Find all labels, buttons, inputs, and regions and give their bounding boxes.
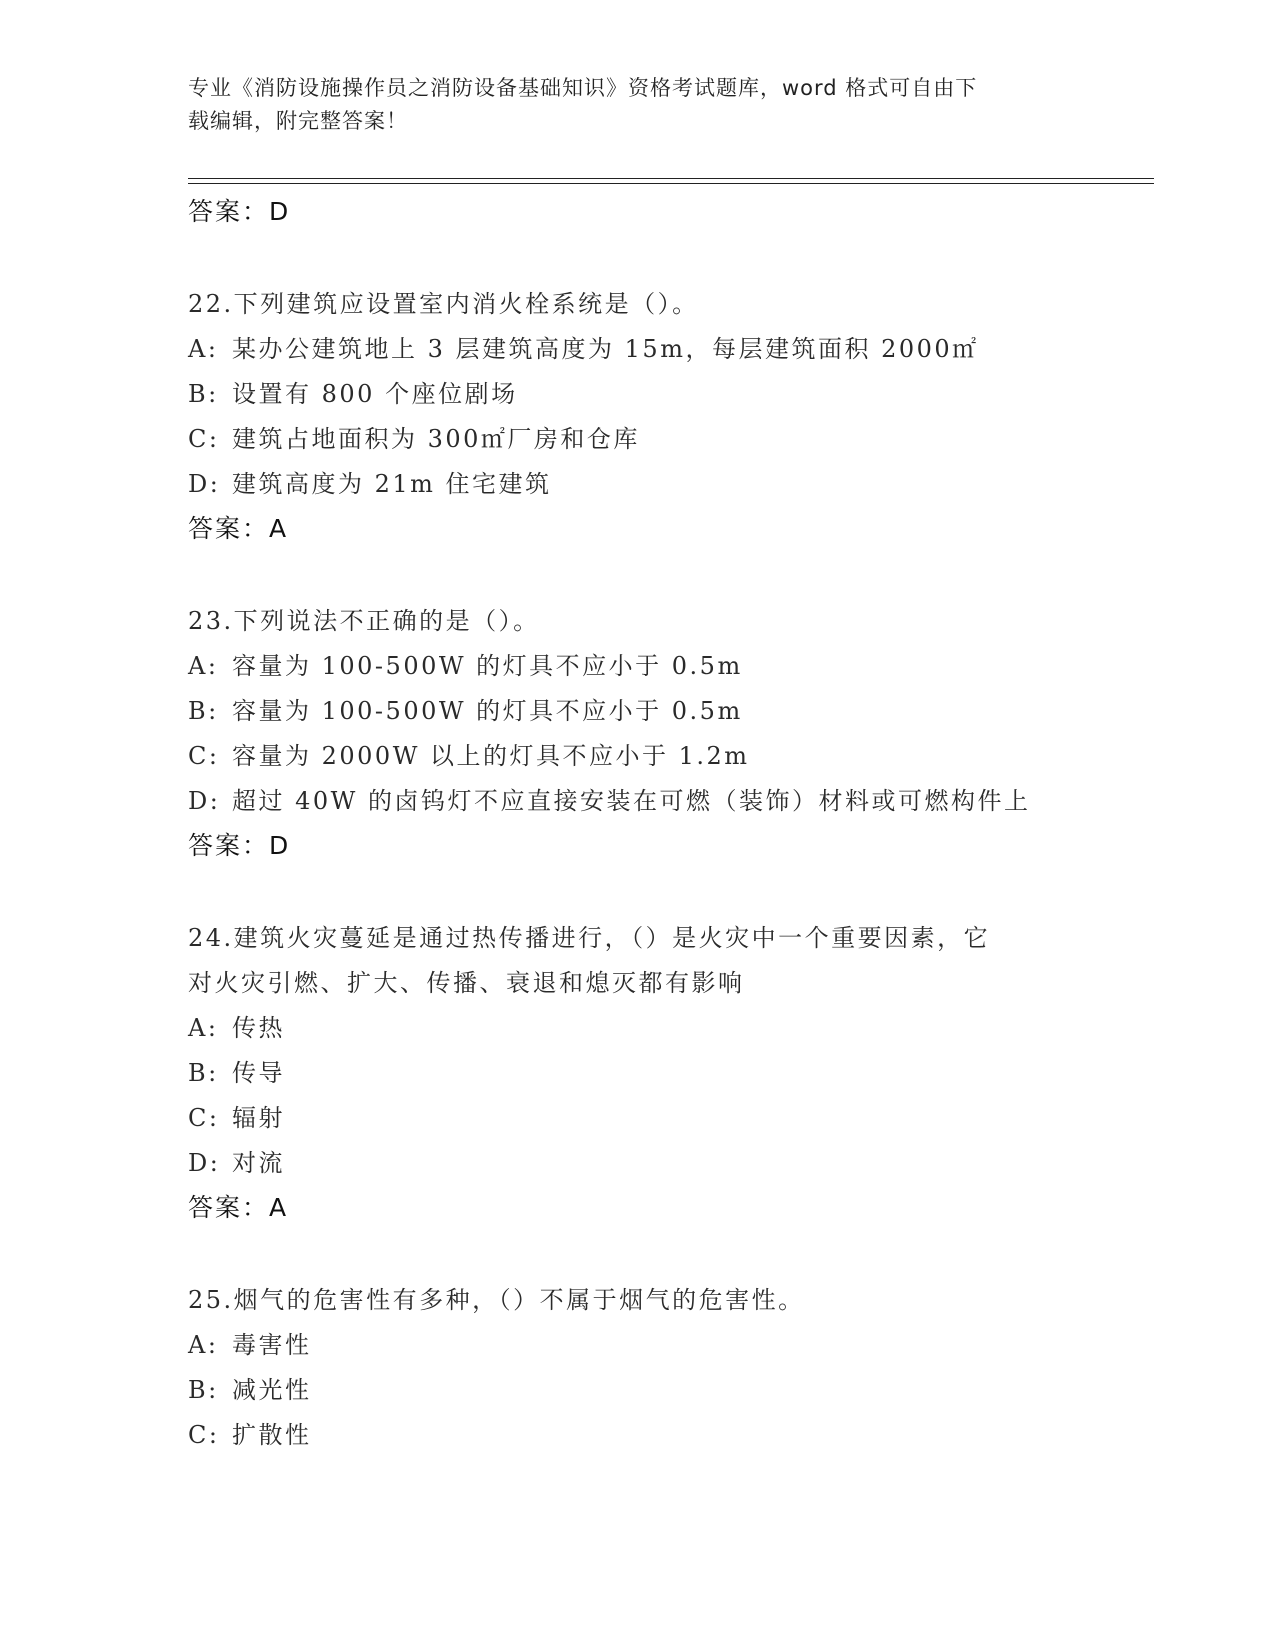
option-label: C: [188, 425, 220, 453]
option-label: C: [188, 742, 220, 770]
option-label: B: [188, 697, 219, 725]
option-text: 传热 [232, 1014, 285, 1042]
question-list [188, 190, 1088, 1458]
option-row [188, 1051, 1088, 1096]
document-header [188, 72, 1068, 138]
option-row [188, 372, 1088, 417]
option-label: D: [188, 1149, 221, 1177]
option-label: C: [188, 1421, 220, 1449]
option-label: B: [188, 1376, 219, 1404]
spacer [188, 1230, 1088, 1278]
option-label: B: [188, 1059, 219, 1087]
spacer [188, 868, 1088, 916]
answer-value: A [269, 1193, 289, 1222]
question-block [188, 1230, 1088, 1458]
option-row [188, 779, 1088, 824]
option-label: B: [188, 380, 219, 408]
question-block [188, 234, 1088, 551]
answer-prefix: 答案： [188, 197, 270, 226]
answer-line [188, 507, 1088, 551]
option-row [188, 644, 1088, 689]
option-text: 超过 40W 的卤钨灯不应直接安装在可燃（装饰）材料或可燃构件上 [232, 787, 1031, 815]
option-row [188, 1368, 1088, 1413]
question-stem: 24.建筑火灾蔓延是通过热传播进行，（）是火灾中一个重要因素，它 [188, 924, 991, 952]
option-row [188, 1096, 1088, 1141]
option-label: C: [188, 1104, 220, 1132]
option-text: 容量为 2000W 以上的灯具不应小于 1.2m [232, 742, 750, 770]
question-block [188, 868, 1088, 1230]
option-row [188, 1141, 1088, 1186]
question-stem: 23.下列说法不正确的是（）。 [188, 607, 540, 635]
option-text: 建筑占地面积为 300㎡厂房和仓库 [232, 425, 640, 453]
answer-prefix: 答案： [188, 1193, 270, 1222]
question-stem: 25.烟气的危害性有多种，（）不属于烟气的危害性。 [188, 1286, 805, 1314]
option-text: 对流 [232, 1149, 285, 1177]
option-row [188, 1323, 1088, 1368]
answer-line [188, 824, 1088, 868]
option-label: A: [188, 1014, 219, 1042]
question-block [188, 551, 1088, 868]
option-row [188, 1006, 1088, 1051]
answer-value: D [269, 197, 291, 226]
option-label: D: [188, 787, 221, 815]
option-text: 某办公建筑地上 3 层建筑高度为 15m，每层建筑面积 2000㎡ [232, 335, 979, 363]
header-line-2: 载编辑，附完整答案！ [188, 109, 408, 133]
spacer [188, 551, 1088, 599]
option-text: 设置有 800 个座位剧场 [232, 380, 518, 408]
option-row [188, 417, 1088, 462]
option-text: 容量为 100-500W 的灯具不应小于 0.5m [232, 697, 743, 725]
option-row [188, 1413, 1088, 1458]
spacer [188, 234, 1088, 282]
option-text: 减光性 [232, 1376, 312, 1404]
answer-value: D [269, 831, 291, 860]
option-row [188, 689, 1088, 734]
question-stem: 22.下列建筑应设置室内消火栓系统是（）。 [188, 290, 699, 318]
answer-line [188, 190, 1088, 234]
option-row [188, 462, 1088, 507]
answer-prefix: 答案： [188, 514, 270, 543]
option-text: 建筑高度为 21m 住宅建筑 [232, 470, 552, 498]
answer-prefix: 答案： [188, 831, 270, 860]
option-text: 传导 [232, 1059, 285, 1087]
option-label: D: [188, 470, 221, 498]
header-divider-bottom [188, 183, 1154, 184]
answer-line [188, 1186, 1088, 1230]
option-label: A: [188, 652, 219, 680]
option-label: A: [188, 1331, 219, 1359]
option-label: A: [188, 335, 219, 363]
header-line-1: 专业《消防设施操作员之消防设备基础知识》资格考试题库，word 格式可自由下 [188, 76, 978, 100]
question-stem: 对火灾引燃、扩大、传播、衰退和熄灭都有影响 [188, 969, 745, 997]
option-text: 辐射 [232, 1104, 285, 1132]
option-text: 扩散性 [232, 1421, 312, 1449]
option-row [188, 734, 1088, 779]
option-row [188, 327, 1088, 372]
header-divider-top [188, 178, 1154, 179]
option-text: 容量为 100-500W 的灯具不应小于 0.5m [232, 652, 743, 680]
answer-value: A [269, 514, 289, 543]
option-text: 毒害性 [232, 1331, 312, 1359]
